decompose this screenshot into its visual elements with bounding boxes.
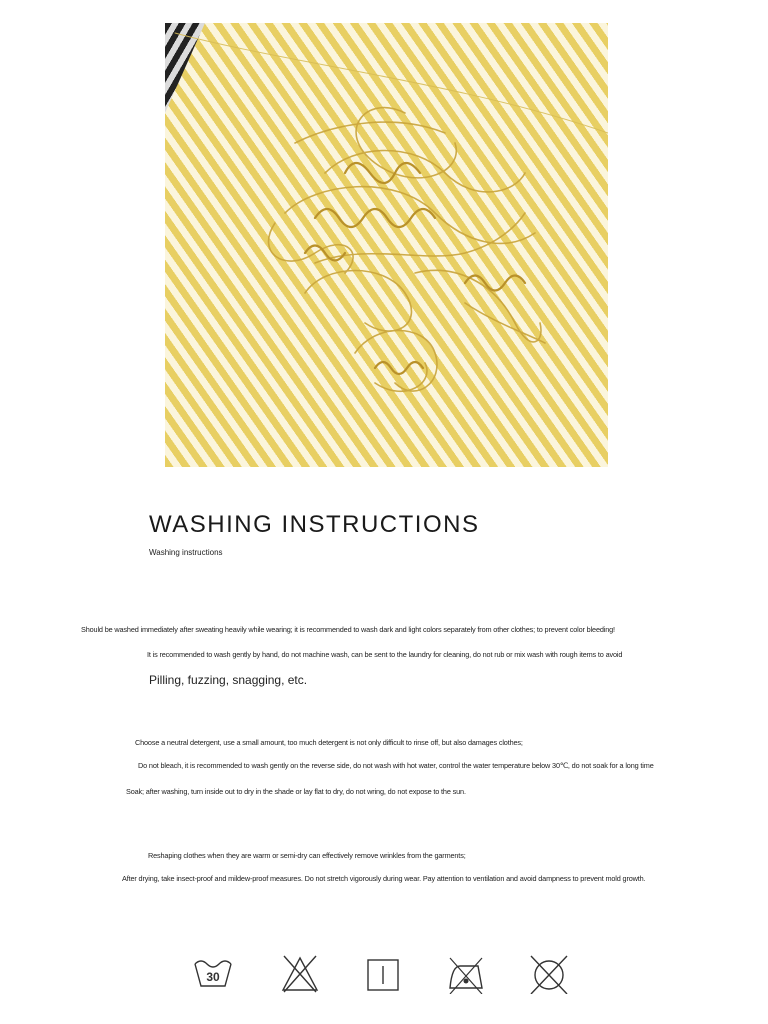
product-photo — [165, 23, 608, 467]
section-title: WASHING INSTRUCTIONS — [149, 511, 480, 538]
instruction-line: Should be washed immediately after sweating heavily while wearing; it is recommended to wash dark and light colors separately from other clothes; to prevent color bleeding! — [81, 625, 615, 634]
instruction-line: Choose a neutral detergent, use a small amount, too much detergent is not only difficult to rinse off, but also damages clothes; — [135, 738, 523, 747]
wash-30-icon — [193, 950, 233, 994]
instruction-line: Pilling, fuzzing, snagging, etc. — [149, 673, 308, 687]
instruction-line: After drying, take insect-proof and mildew-proof measures. Do not stretch vigorously during wear. Pay attention to ventilation and avoid dampness to prevent mold growth. — [122, 874, 646, 883]
instruction-line: Reshaping clothes when they are warm or semi-dry can effectively remove wrinkles from the garments; — [148, 851, 466, 860]
care-icons-row — [0, 950, 768, 1000]
embroidery-icon — [165, 23, 608, 467]
wash-temperature-label: 30 — [206, 970, 220, 984]
line-dry-icon — [365, 950, 401, 994]
section-subtitle: Washing instructions — [149, 548, 223, 557]
do-not-bleach-icon — [280, 950, 320, 994]
iron-low-icon — [446, 950, 486, 994]
do-not-dry-clean-icon — [528, 950, 570, 994]
instruction-line: Do not bleach, it is recommended to wash gently on the reverse side, do not wash with hot water, control the water temperature below 30℃, do not soak for a long time — [138, 761, 654, 770]
instruction-line: Soak; after washing, turn inside out to dry in the shade or lay flat to dry, do not wring, do not expose to the sun. — [126, 787, 466, 796]
instruction-line: It is recommended to wash gently by hand, do not machine wash, can be sent to the laundry for cleaning, do not rub or mix wash with rough items to avoid — [147, 650, 623, 659]
